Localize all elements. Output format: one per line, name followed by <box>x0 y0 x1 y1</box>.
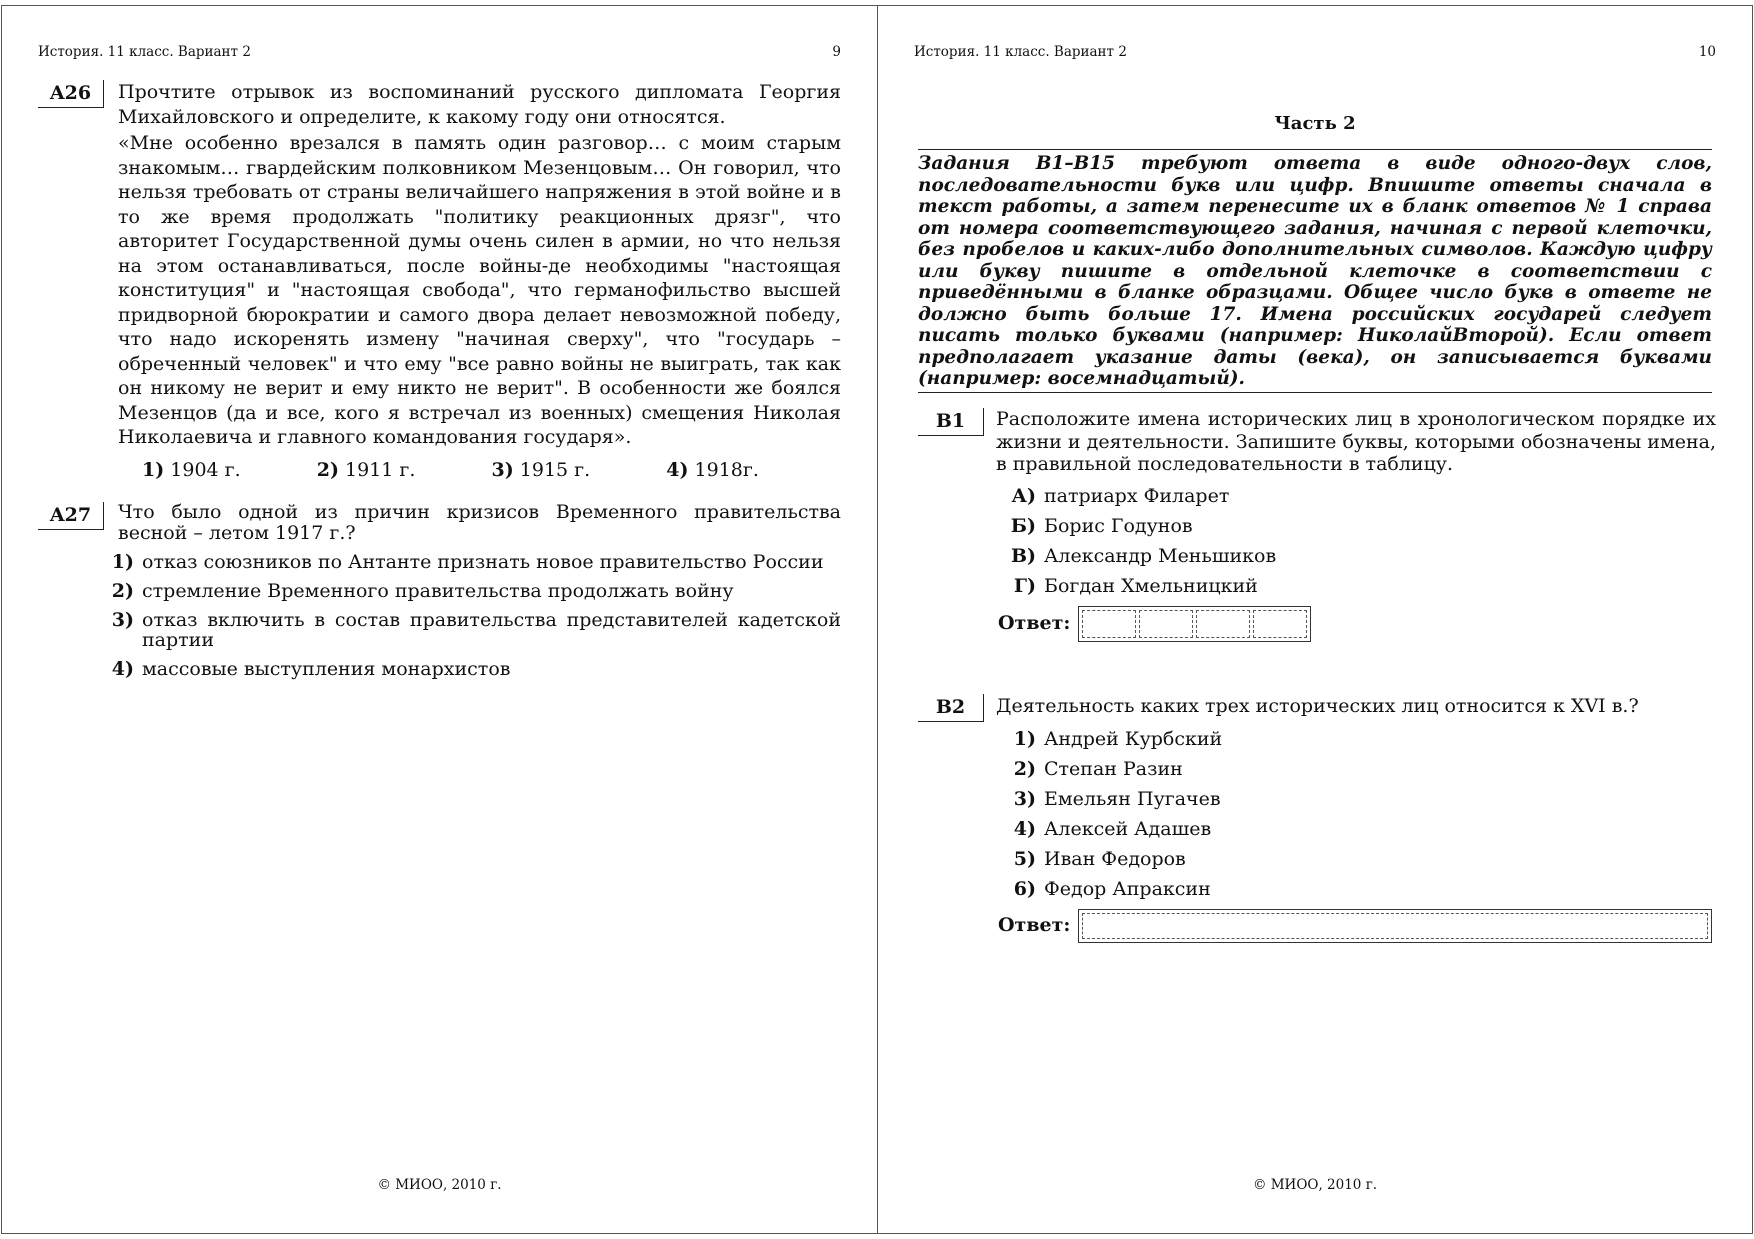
option-text: патриарх Филарет <box>1044 484 1230 507</box>
answer-option <box>996 849 1716 869</box>
answer-cell[interactable] <box>1253 610 1307 638</box>
option-number: 3) <box>491 458 514 481</box>
task-question: Расположите имена исторических лиц в хронологическом порядке их жизни и деятельности. Запишите буквы, которыми обозначены имена, в правильной последовательности в таблицу. <box>996 408 1716 475</box>
option-letter: В) <box>1010 544 1036 567</box>
option-text: 1911 г. <box>345 458 416 481</box>
answer-field[interactable] <box>1078 909 1712 943</box>
option-number: 3) <box>111 609 134 631</box>
option-text: Александр Меньшиков <box>1044 544 1277 567</box>
answer-option <box>996 516 1716 536</box>
option-text: Емельян Пугачев <box>1044 787 1221 810</box>
answer-option <box>996 759 1716 779</box>
option-letter: Б) <box>1010 514 1036 537</box>
instructions: Задания В1–В15 требуют ответа в виде одного-двух слов, последовательности букв или цифр. Впишите ответы сначала в текст работы, а затем перенесите их в бланк ответов № 1 справа от номера соответствующего задания, начиная с первой клеточки, без пробелов и каких-либо дополнительных символов. Каждую цифру или букву пишите в отдельной клеточке в соответствии с приведёнными в бланке образцами. Общее число букв в ответе не должно быть больше 17. Имена российских государей следует писать только буквами (например: НиколайВторой). Если ответ предполагает указание даты (века), он записывается буквами (например: восемнадцатый). <box>918 149 1712 393</box>
answer-option <box>996 729 1716 749</box>
option-text: Алексей Адашев <box>1044 817 1212 840</box>
answer-label: Ответ: <box>998 914 1071 937</box>
option-text: Федор Апраксин <box>1044 877 1211 900</box>
answer-option <box>996 576 1716 596</box>
option-number: 2) <box>316 458 339 481</box>
answer-label: Ответ: <box>998 612 1071 635</box>
task-b2 <box>918 694 1716 943</box>
task-quote: «Мне особенно врезался в память один разговор… с моим старым знакомым… гвардейским полковником Мезенцовым… Он говорил, что нельзя требовать от страны величайшего напряжения в этой войне и в то же время продолжать "политику реакционных дрязг", что авторитет Государственной думы очень силен в армии, но что нельзя на этом останавливаться, после войны-де необходимы "настоящая конституция" и "настоящая свобода", что германофильство высшей придворной бюрократии и самого двора делает невозможной победу, что надо искоренять измену "начиная сверху", что "государь – обреченный человек" и что ему "все равно войны не выиграть, так как он никому не верит и ему никто не верит". В особенности же боялся Мезенцов (да и все, кого я встречал из военных) смещения Николая Николаевича и главного командования государя». <box>118 132 841 448</box>
answer-option[interactable] <box>88 610 841 650</box>
option-text: Иван Федоров <box>1044 847 1186 870</box>
answer-option[interactable] <box>317 458 492 483</box>
answer-options <box>996 729 1716 899</box>
option-text: Богдан Хмельницкий <box>1044 574 1258 597</box>
answer-option <box>996 819 1716 839</box>
option-text: стремление Временного правительства продолжать войну <box>142 580 734 602</box>
answer-option[interactable] <box>666 458 841 483</box>
option-text: Андрей Курбский <box>1044 727 1223 750</box>
footer-copyright: © МИОО, 2010 г. <box>377 1177 502 1193</box>
answer-option <box>996 486 1716 506</box>
option-number: 5) <box>1013 847 1036 870</box>
option-text: 1918г. <box>694 458 759 481</box>
task-b1 <box>918 408 1716 642</box>
task-question: Что было одной из причин кризисов Временного правительства весной – летом 1917 г.? <box>118 501 841 544</box>
option-number: 3) <box>1013 787 1036 810</box>
answer-cells <box>1078 606 1311 642</box>
task-number: B2 <box>918 694 984 722</box>
answer-row <box>998 606 1716 642</box>
task-number: B1 <box>918 408 984 436</box>
task-a27 <box>38 502 841 688</box>
option-text: массовые выступления монархистов <box>142 658 511 680</box>
part-title: Часть 2 <box>1274 113 1356 134</box>
answer-option[interactable] <box>88 581 841 601</box>
answer-cell[interactable] <box>1082 610 1136 638</box>
task-question: Деятельность каких трех исторических лиц относится к XVI в.? <box>996 695 1639 717</box>
option-letter: Г) <box>1013 574 1036 597</box>
option-number: 6) <box>1013 877 1036 900</box>
option-text: отказ включить в состав правительства представителей кадетской партии <box>142 609 841 651</box>
option-number: 4) <box>666 458 689 481</box>
option-number: 2) <box>111 580 134 602</box>
page-number: 9 <box>832 44 841 60</box>
option-text: 1904 г. <box>170 458 241 481</box>
answer-options <box>996 486 1716 596</box>
option-number: 4) <box>111 658 134 680</box>
task-number: A26 <box>38 80 104 108</box>
option-text: отказ союзников по Антанте признать новое правительство России <box>142 551 824 573</box>
option-text: Борис Годунов <box>1044 514 1193 537</box>
option-text: Степан Разин <box>1044 757 1183 780</box>
option-text: 1915 г. <box>519 458 591 481</box>
option-number: 1) <box>111 551 134 573</box>
answer-row <box>998 909 1716 943</box>
footer-copyright: © МИОО, 2010 г. <box>1252 1177 1378 1193</box>
task-number: A27 <box>38 502 104 530</box>
answer-option <box>996 546 1716 566</box>
answer-options <box>142 458 841 483</box>
header-title: История. 11 класс. Вариант 2 <box>38 44 251 60</box>
option-number: 4) <box>1013 817 1036 840</box>
answer-option <box>996 789 1716 809</box>
answer-option[interactable] <box>142 458 317 483</box>
option-number: 1) <box>142 458 165 481</box>
answer-option[interactable] <box>88 659 841 679</box>
answer-cell[interactable] <box>1139 610 1193 638</box>
page-number: 10 <box>1698 44 1716 60</box>
option-number: 1) <box>1013 727 1036 750</box>
answer-option[interactable] <box>492 458 667 483</box>
answer-option[interactable] <box>88 552 841 572</box>
header-title: История. 11 класс. Вариант 2 <box>914 44 1127 60</box>
option-number: 2) <box>1013 757 1036 780</box>
answer-cell[interactable] <box>1196 610 1250 638</box>
right-page <box>877 5 1753 1234</box>
answer-options <box>88 552 841 679</box>
task-question: Прочтите отрывок из воспоминаний русского дипломата Георгия Михайловского и определите, к какому году они относятся. <box>118 81 841 128</box>
answer-option <box>996 879 1716 899</box>
task-a26 <box>38 80 841 482</box>
option-letter: А) <box>1011 484 1036 507</box>
left-page <box>1 5 878 1234</box>
